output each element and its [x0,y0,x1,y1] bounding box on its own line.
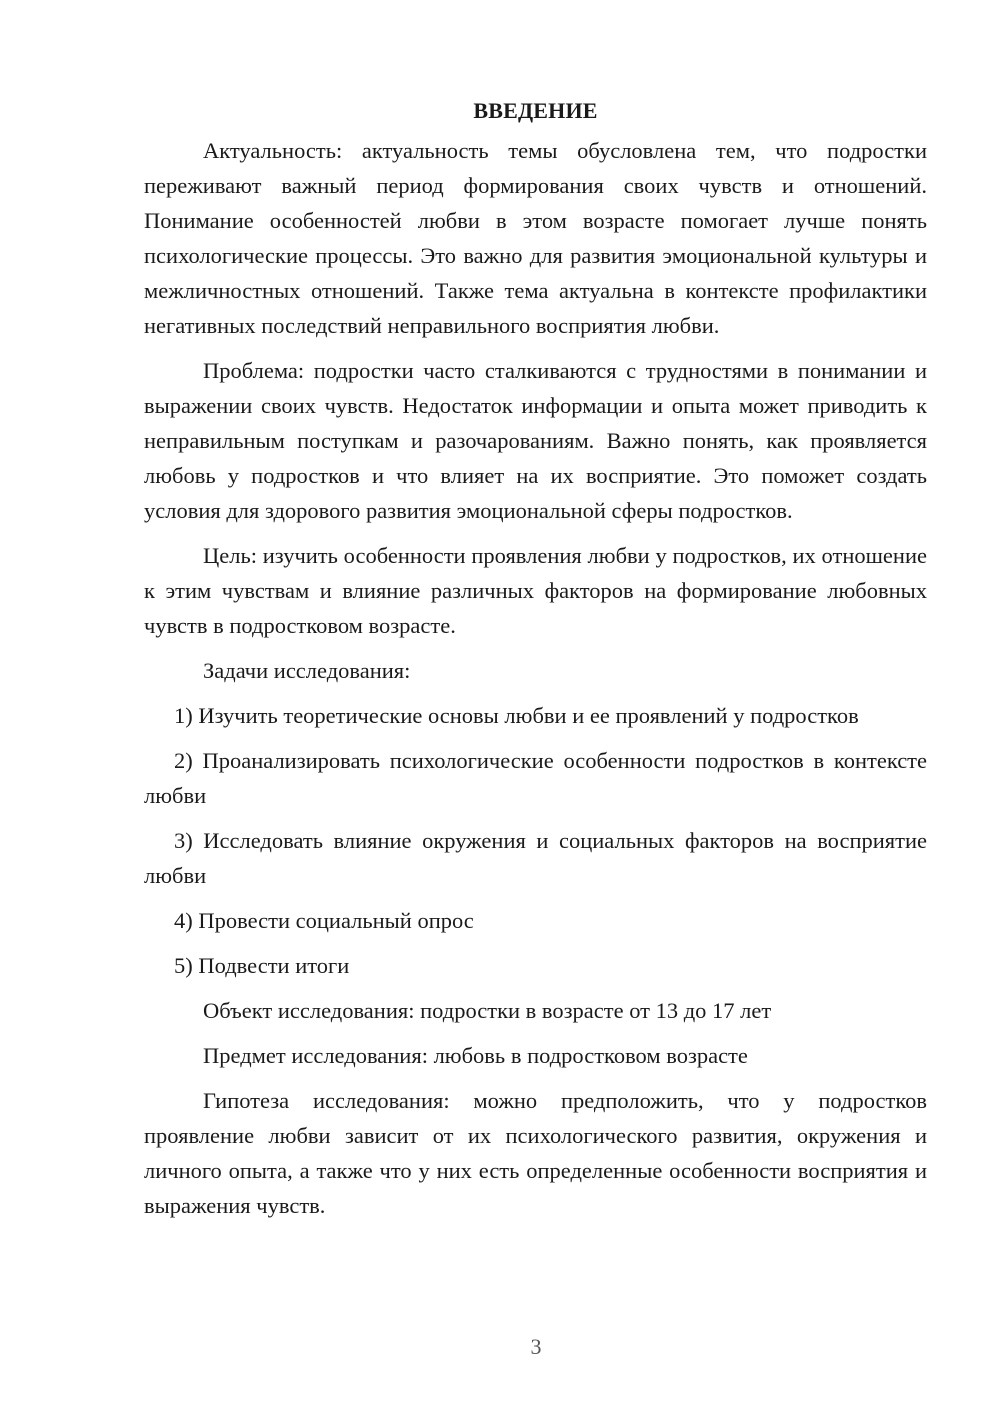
tasks-title: Задачи исследования: [203,658,411,683]
task-item: 1) Изучить теоретические основы любви и ее проявлений у подростков [174,703,859,728]
goal-paragraph: Цель: изучить особенности проявления любви у подростков, их отношение к этим чувствам и влияние различных факторов на формирование любовных чувств в подростковом возрасте. [144,543,927,638]
task-item: 5) Подвести итоги [174,953,350,978]
task-item: 4) Провести социальный опрос [174,908,474,933]
hypothesis-paragraph: Гипотеза исследования: можно предположить, что у подростков проявление любви зависит от их психологического развития, окружения и личного опыта, а также что у них есть определенные особенности восприятия и выражения чувств. [144,1088,927,1218]
section-heading: ВВЕДЕНИЕ [473,98,598,123]
problem-paragraph: Проблема: подростки часто сталкиваются с трудностями в понимании и выражении своих чувств. Недостаток информации и опыта может приводить к неправильным поступкам и разочарованиям. Важно понять, как проявляется любовь у подростков и что влияет на их восприятие. Это поможет создать условия для здорового развития эмоциональной сферы подростков. [144,358,927,523]
task-item: 3) Исследовать влияние окружения и социальных факторов на восприятие любви [144,828,927,888]
task-item: 2) Проанализировать психологические особенности подростков в контексте любви [144,748,927,808]
relevance-paragraph: Актуальность: актуальность темы обусловлена тем, что подростки переживают важный период формирования своих чувств и отношений. Понимание особенностей любви в этом возрасте помогает лучше понять психологические процессы. Это важно для развития эмоциональной культуры и межличностных отношений. Также тема актуальна в контексте профилактики негативных последствий неправильного восприятия любви. [144,138,927,338]
document-page [144,96,927,1233]
page-number: 3 [530,1334,542,1359]
object-line: Объект исследования: подростки в возрасте от 13 до 17 лет [203,998,772,1023]
subject-line: Предмет исследования: любовь в подростковом возрасте [203,1043,748,1068]
